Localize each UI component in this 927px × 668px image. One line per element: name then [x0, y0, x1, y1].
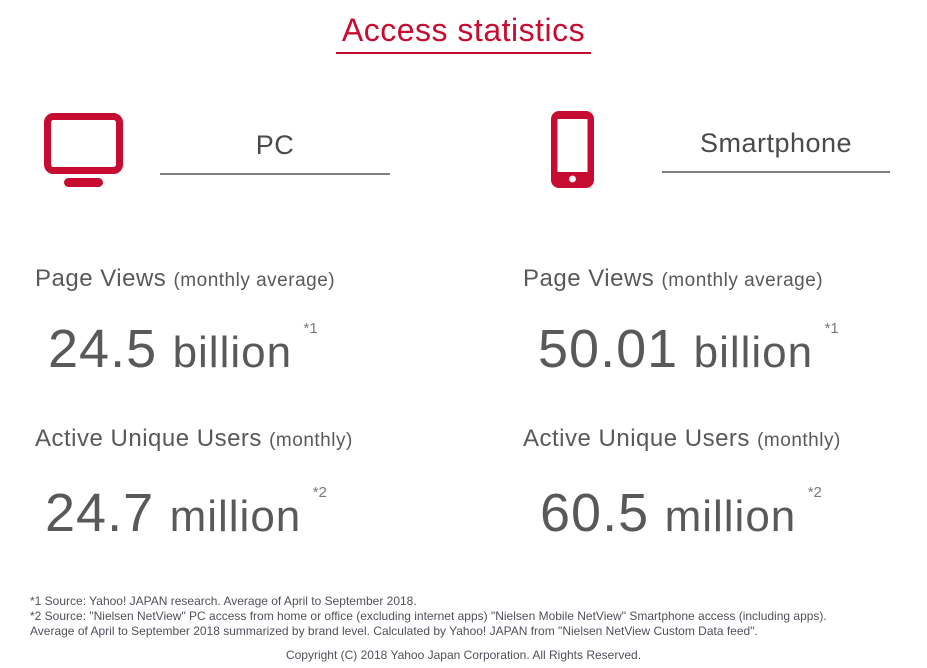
sp-page-views-number: 50.01 [538, 319, 679, 379]
device-label-smartphone: Smartphone [662, 128, 890, 173]
smartphone-icon [551, 111, 594, 193]
sp-active-users-label: Active Unique Users [523, 425, 750, 452]
pc-active-users-qualifier: (monthly) [269, 430, 353, 451]
sp-active-users-number: 60.5 [540, 483, 650, 543]
device-label-pc: PC [160, 130, 390, 175]
footnotes [30, 594, 827, 639]
pc-page-views-unit: billion [172, 328, 293, 377]
sp-page-views-heading [523, 265, 823, 293]
page-title-text: Access statistics [336, 12, 591, 54]
pc-active-users-unit: million [169, 492, 302, 541]
pc-page-views-heading [35, 265, 335, 293]
pc-page-views-label: Page Views [35, 265, 167, 292]
sp-page-views-footnote-ref: *1 [824, 320, 839, 337]
sp-active-users-footnote-ref: *2 [807, 484, 822, 501]
pc-active-users-value [45, 482, 327, 544]
sp-active-users-unit: million [664, 492, 797, 541]
pc-active-users-footnote-ref: *2 [312, 484, 327, 501]
pc-page-views-value [48, 318, 318, 380]
sp-page-views-label: Page Views [523, 265, 655, 292]
pc-page-views-qualifier: (monthly average) [173, 270, 336, 291]
sp-page-views-unit: billion [693, 328, 814, 377]
pc-active-users-label: Active Unique Users [35, 425, 262, 452]
sp-active-users-heading [523, 425, 841, 453]
sp-active-users-value [540, 482, 822, 544]
sp-page-views-value [538, 318, 839, 380]
footnote-line-2: *2 Source: "Nielsen NetView" PC access from home or office (excluding internet apps) "Nielsen Mobile NetView" Smartphone access (including apps). [30, 609, 827, 623]
pc-active-users-number: 24.7 [45, 483, 155, 543]
pc-page-views-number: 24.5 [48, 319, 158, 379]
sp-active-users-qualifier: (monthly) [757, 430, 841, 451]
footnote-line-1: *1 Source: Yahoo! JAPAN research. Average of April to September 2018. [30, 594, 417, 608]
pc-page-views-footnote-ref: *1 [303, 320, 318, 337]
sp-page-views-qualifier: (monthly average) [661, 270, 824, 291]
pc-monitor-icon [44, 113, 123, 192]
page-title [0, 12, 927, 54]
footnote-line-3: Average of April to September 2018 summarized by brand level. Calculated by Yahoo! JAPAN from "Nielsen NetView Custom Data feed". [30, 624, 758, 638]
pc-active-users-heading [35, 425, 353, 453]
copyright-notice: Copyright (C) 2018 Yahoo Japan Corporation. All Rights Reserved. [285, 648, 642, 662]
